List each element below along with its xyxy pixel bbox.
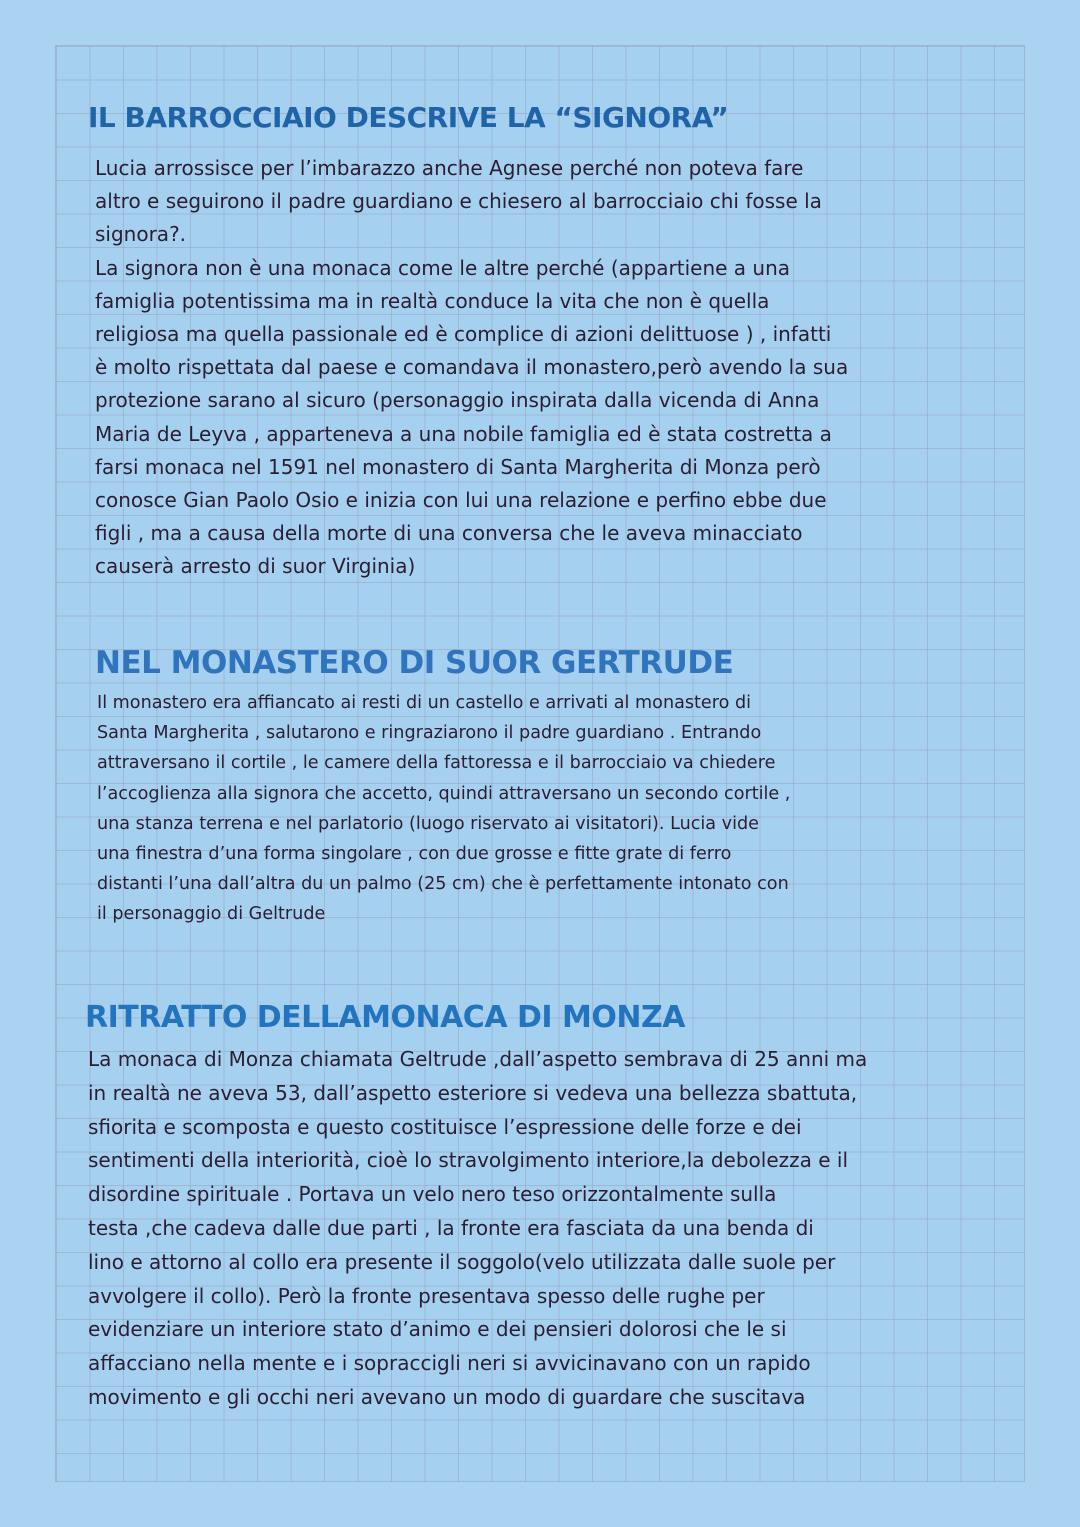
text-line: signora?. — [95, 222, 187, 247]
section-title: NEL MONASTERO DI SUOR GERTRUDE — [95, 645, 734, 681]
text-line: è molto rispettata dal paese e comandava il monastero,però avendo la sua — [95, 355, 849, 380]
text-line: Maria de Leyva , apparteneva a una nobile famiglia ed è stata costretta a — [95, 421, 832, 446]
text-line: figli , ma a causa della morte di una conversa che le aveva minacciato — [95, 521, 803, 546]
section-barrocciaio — [88, 98, 988, 584]
text-line: una stanza terrena e nel parlatorio (luogo riservato ai visitatori). Lucia vide — [97, 813, 759, 834]
text-line: protezione sarano al sicuro (personaggio inspirata dalla vicenda di Anna — [95, 388, 820, 413]
text-line: lino e attorno al collo era presente il soggolo(velo utilizzata dalle suole per — [88, 1249, 836, 1274]
text-line: testa ,che cadeva dalle due parti , la fronte era fasciata da una benda di — [88, 1215, 814, 1240]
text-line: l’accoglienza alla signora che accetto, quindi attraversano un secondo cortile , — [97, 783, 791, 804]
text-line: avvolgere il collo). Però la fronte presentava spesso delle rughe per — [88, 1283, 765, 1308]
text-line: altro e seguirono il padre guardiano e chiesero al barrocciaio chi fosse la — [95, 189, 822, 214]
text-line: La signora non è una monaca come le altre perché (appartiene a una — [95, 255, 791, 280]
text-line: disordine spirituale . Portava un velo nero teso orizzontalmente sulla — [88, 1182, 777, 1207]
text-line: movimento e gli occhi neri avevano un modo di guardare che suscitava — [88, 1384, 806, 1409]
text-line: farsi monaca nel 1591 nel monastero di Santa Margherita di Monza però — [95, 454, 821, 479]
text-line: sentimenti della interiorità, cioè lo stravolgimento interiore,la debolezza e il — [88, 1148, 849, 1173]
section-body — [95, 152, 988, 584]
section-monastero — [95, 642, 995, 930]
text-line: il personaggio di Geltrude — [97, 904, 326, 925]
text-line: una finestra d’una forma singolare , con due grosse e fitte grate di ferro — [97, 844, 732, 865]
text-line: famiglia potentissima ma in realtà conduce la vita che non è quella — [95, 288, 770, 313]
text-line: religiosa ma quella passionale ed è complice di azioni delittuose ) , infatti — [95, 322, 832, 347]
text-line: Lucia arrossisce per l’imbarazzo anche Agnese perché non poteva fare — [95, 156, 804, 180]
text-line: Il monastero era affiancato ai resti di un castello e arrivati al monastero di — [97, 693, 752, 713]
text-line: evidenziare un interiore stato d’animo e dei pensieri dolorosi che le si — [88, 1317, 787, 1342]
text-line: sfiorita e scomposta e questo costituisce l’espressione delle forze e dei — [88, 1114, 802, 1139]
text-line: affacciano nella mente e i sopraccigli neri si avvicinavano con un rapido — [88, 1351, 811, 1376]
section-body — [88, 1043, 1005, 1415]
text-line: La monaca di Monza chiamata Geltrude ,dall’aspetto sembrava di 25 anni ma — [88, 1047, 868, 1071]
section-title: IL BARROCCIAIO DESCRIVE LA “SIGNORA” — [88, 101, 729, 134]
section-ritratto — [85, 997, 1005, 1415]
text-line: attraversano il cortile , le camere della fattoressa e il barrocciaio va chiedere — [97, 753, 776, 774]
section-body — [97, 688, 995, 930]
text-line: causerà arresto di suor Virginia) — [95, 554, 416, 579]
text-line: distanti l’una dall’altra du un palmo (25 cm) che è perfettamente intonato con — [97, 874, 789, 895]
text-line: in realtà ne aveva 53, dall’aspetto esteriore si vedeva una bellezza sbattuta, — [88, 1080, 858, 1105]
section-title: RITRATTO DELLAMONACA DI MONZA — [85, 1000, 685, 1035]
text-line: conosce Gian Paolo Osio e inizia con lui una relazione e perfino ebbe due — [95, 488, 827, 513]
text-line: Santa Margherita , salutarono e ringraziarono il padre guardiano . Entrando — [97, 723, 762, 744]
